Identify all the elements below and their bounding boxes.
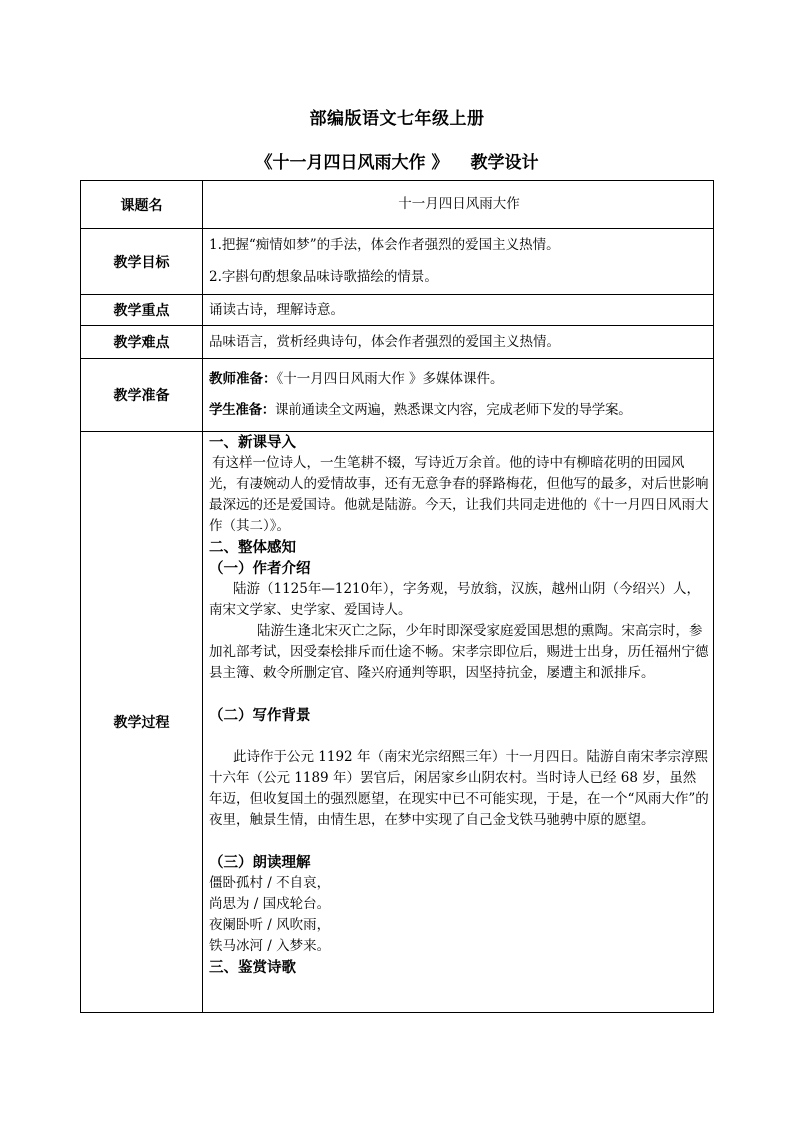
row-topic bbox=[81, 181, 714, 229]
row-preparation bbox=[81, 359, 714, 432]
subsection-heading: （二）写作背景 bbox=[209, 707, 311, 724]
teacher-prep-label: 教师准备： bbox=[209, 371, 277, 387]
value-difficulty: 品味语言，赏析经典诗句，体会作者强烈的爱国主义热情。 bbox=[203, 326, 714, 359]
poem-line: 铁马冰河 / 入梦来。 bbox=[209, 938, 331, 954]
label-process: 教学过程 bbox=[81, 432, 203, 1013]
value-goals bbox=[203, 229, 714, 295]
row-goals bbox=[81, 229, 714, 295]
section-heading: 三、鉴赏诗歌 bbox=[209, 959, 296, 976]
goal-item: 2.字斟句酌想象品味诗歌描绘的情景。 bbox=[209, 269, 438, 285]
poem-line: 夜阑卧听 / 风吹雨， bbox=[209, 917, 331, 933]
doc-title-lesson: 《十一月四日风雨大作 》 bbox=[255, 153, 449, 173]
label-difficulty: 教学难点 bbox=[81, 326, 203, 359]
subsection-heading: （一）作者介绍 bbox=[209, 560, 311, 577]
doc-subtitle: 部编版语文七年级上册 bbox=[309, 109, 485, 129]
value-process bbox=[203, 432, 714, 1013]
value-focus: 诵读古诗，理解诗意。 bbox=[203, 295, 714, 326]
goal-item: 1.把握“痴情如梦”的手法，体会作者强烈的爱国主义热情。 bbox=[209, 237, 560, 253]
value-topic: 十一月四日风雨大作 bbox=[203, 181, 714, 229]
subsection-heading: （三）朗读理解 bbox=[209, 854, 311, 871]
doc-title-suffix: 教学设计 bbox=[470, 153, 539, 173]
author-paragraph: 陆游（1125年—1210年），字务观，号放翁，汉族，越州山阴（今绍兴）人，南宋文学家、史学家、爱国诗人。 bbox=[209, 581, 700, 618]
section-heading: 二、整体感知 bbox=[209, 539, 296, 556]
student-prep-text: 课前通读全文两遍，熟悉课文内容，完成老师下发的导学案。 bbox=[275, 402, 632, 418]
poem-line: 尚思为 / 国戍轮台。 bbox=[209, 896, 331, 912]
row-focus bbox=[81, 295, 714, 326]
doc-title bbox=[0, 148, 794, 173]
teacher-prep bbox=[209, 369, 709, 390]
student-prep-label: 学生准备： bbox=[209, 402, 275, 418]
poem-line: 僵卧孤村 / 不自哀， bbox=[209, 875, 331, 891]
label-topic: 课题名 bbox=[81, 181, 203, 229]
author-paragraph: 陆游生逢北宋灭亡之际，少年时即深受家庭爱国思想的熏陶。宋高宗时，参加礼部考试，因受秦桧排斥而仕途不畅。宋孝宗即位后，赐进士出身，历任福州宁德县主簿、敕令所删定官、隆兴府通判等职，因坚持抗金，屡遭主和派排斥。 bbox=[209, 623, 709, 681]
lesson-plan-table bbox=[80, 180, 714, 1013]
row-difficulty bbox=[81, 326, 714, 359]
label-goals: 教学目标 bbox=[81, 229, 203, 295]
intro-paragraph: 有这样一位诗人，一生笔耕不辍，写诗近万余首。他的诗中有柳暗花明的田园风光，有凄婉动人的爱情故事，还有无意争春的驿路梅花，但他写的最多，对后世影响最深远的还是爱国诗。他就是陆游。今天，让我们共同走进他的《十一月四日风雨大作（其二）》。 bbox=[209, 455, 709, 534]
background-paragraph: 此诗作于公元 1192 年（南宋光宗绍熙三年）十一月四日。陆游自南宋孝宗淳熙十六年（公元 1189 年）罢官后，闲居家乡山阴农村。当时诗人已经 68 岁，虽然年迈，但收复国土的强烈愿望，在现实中已不可能实现，于是，在一个“风雨大作”的夜里，触景生情，由情生思，在梦中实现了自己金戈铁马驰骋中原的愿望。 bbox=[209, 749, 709, 828]
student-prep bbox=[209, 400, 709, 421]
section-heading: 一、新课导入 bbox=[209, 434, 296, 451]
teacher-prep-text: 《十一月四日风雨大作 》多媒体课件。 bbox=[276, 371, 504, 387]
label-focus: 教学重点 bbox=[81, 295, 203, 326]
value-preparation bbox=[203, 359, 714, 432]
label-preparation: 教学准备 bbox=[81, 359, 203, 432]
row-process bbox=[81, 432, 714, 1013]
